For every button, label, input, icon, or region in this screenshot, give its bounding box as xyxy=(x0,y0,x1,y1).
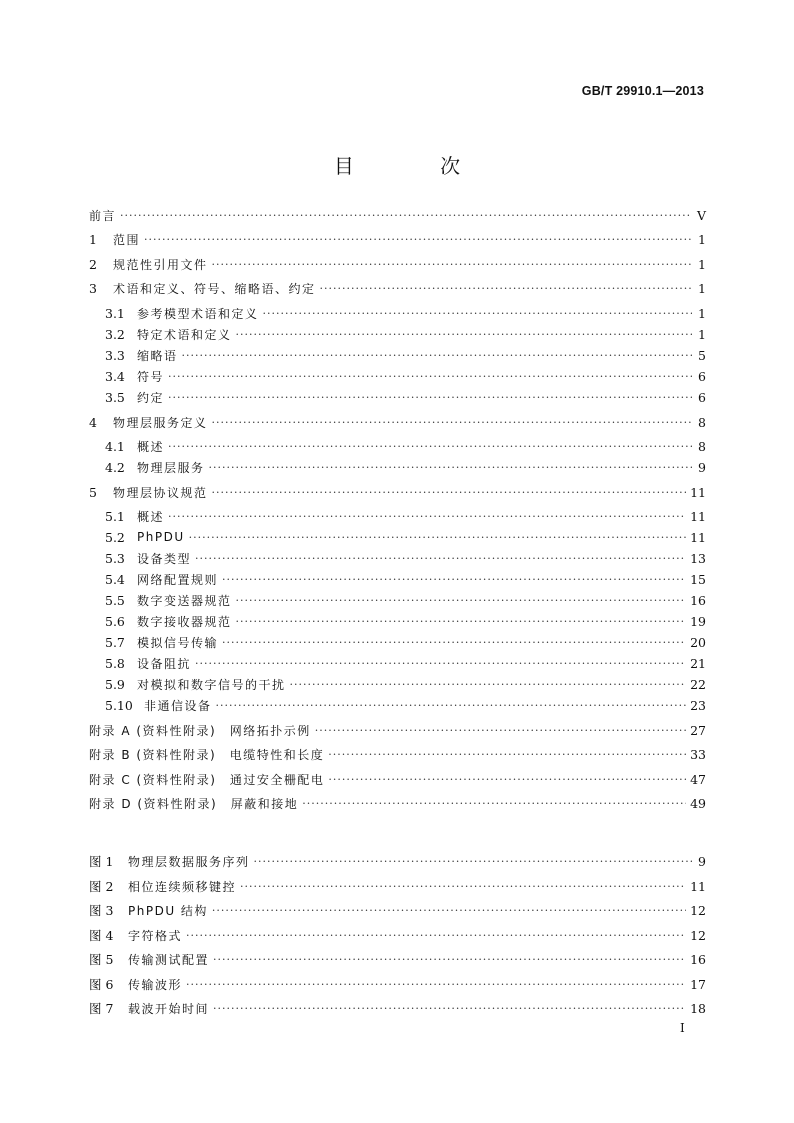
toc-entry[interactable] xyxy=(89,792,706,814)
entry-page-number: 16 xyxy=(690,951,706,967)
entry-title: 附录 A (资料性附录) 网络拓扑示例 xyxy=(89,723,311,738)
toc-entry[interactable] xyxy=(89,997,706,1019)
toc-entry[interactable] xyxy=(89,973,706,995)
entry-title: 传输测试配置 xyxy=(128,952,210,967)
entry-page-number: 8 xyxy=(698,414,706,430)
entry-number: 5.10 xyxy=(105,697,133,713)
entry-title: 附录 B (资料性附录) 电缆特性和长度 xyxy=(89,747,325,762)
dot-leader xyxy=(320,282,692,295)
entry-number: 5.7 xyxy=(105,634,125,650)
dot-leader xyxy=(263,307,692,320)
dot-leader xyxy=(182,349,692,362)
entry-page-number: 33 xyxy=(690,746,706,762)
entry-number: 2 xyxy=(89,256,97,272)
entry-number: 5.8 xyxy=(105,655,125,671)
entry-title: 物理层服务定义 xyxy=(113,415,208,430)
entry-title: 范围 xyxy=(113,232,141,247)
entry-number: 3.2 xyxy=(105,326,125,342)
entry-number: 图 2 xyxy=(89,879,114,894)
dot-leader xyxy=(236,594,687,607)
entry-title: 设备类型 xyxy=(137,551,192,566)
entry-number: 3.5 xyxy=(105,389,125,405)
entry-number: 图 4 xyxy=(89,928,114,943)
dot-leader xyxy=(168,440,692,453)
entry-title: 特定术语和定义 xyxy=(137,327,232,342)
toc-entry[interactable] xyxy=(105,610,706,632)
dot-leader xyxy=(302,797,686,810)
dot-leader xyxy=(328,773,686,786)
dot-leader xyxy=(120,209,692,222)
page-folio: I xyxy=(680,1021,685,1035)
entry-page-number: 1 xyxy=(698,231,706,247)
toc-entry[interactable] xyxy=(89,719,706,741)
toc-entry[interactable] xyxy=(89,411,706,433)
dot-leader xyxy=(240,880,686,893)
dot-leader xyxy=(213,953,686,966)
entry-page-number: 12 xyxy=(690,902,706,918)
entry-title: 对模拟和数字信号的干扰 xyxy=(137,677,286,692)
toc-entry[interactable] xyxy=(105,631,706,653)
entry-number: 5.4 xyxy=(105,571,125,587)
toc-entry[interactable] xyxy=(105,526,706,548)
dot-leader xyxy=(195,657,686,670)
entry-number: 5.3 xyxy=(105,550,125,566)
entry-number: 图 3 xyxy=(89,903,114,918)
entry-title: 物理层数据服务序列 xyxy=(128,854,250,869)
entry-number: 5.1 xyxy=(105,508,125,524)
entry-number: 4 xyxy=(89,414,97,430)
entry-page-number: 17 xyxy=(690,976,706,992)
entry-page-number: 9 xyxy=(698,459,706,475)
dot-leader xyxy=(186,929,686,942)
entry-title: 参考模型术语和定义 xyxy=(137,306,259,321)
entry-page-number: 22 xyxy=(690,676,706,692)
entry-title: 术语和定义、符号、缩略语、约定 xyxy=(113,281,316,296)
entry-title: 附录 D (资料性附录) 屏蔽和接地 xyxy=(89,796,299,811)
dot-leader xyxy=(186,978,686,991)
entry-page-number: 1 xyxy=(698,326,706,342)
toc-entry[interactable] xyxy=(105,344,706,366)
entry-title: 符号 xyxy=(137,369,165,384)
entry-number: 3.1 xyxy=(105,305,125,321)
toc-entry[interactable] xyxy=(89,948,706,970)
dot-leader xyxy=(168,510,686,523)
entry-number: 3.3 xyxy=(105,347,125,363)
entry-page-number: 15 xyxy=(690,571,706,587)
toc-entry[interactable] xyxy=(89,277,706,299)
entry-number: 3 xyxy=(89,280,97,296)
toc-title: 目 次 xyxy=(333,154,501,178)
entry-title: 物理层服务 xyxy=(137,460,205,475)
entry-page-number: 19 xyxy=(690,613,706,629)
toc-entry[interactable] xyxy=(105,456,706,478)
entry-page-number: 23 xyxy=(690,697,706,713)
toc-entry[interactable] xyxy=(105,505,706,527)
dot-leader xyxy=(236,328,692,341)
entry-title: 前言 xyxy=(89,208,117,223)
entry-number: 图 5 xyxy=(89,952,114,967)
entry-page-number: 1 xyxy=(698,256,706,272)
entry-page-number: 9 xyxy=(698,853,706,869)
entry-number: 图 1 xyxy=(89,854,114,869)
entry-title: 物理层协议规范 xyxy=(113,485,208,500)
toc-entry[interactable] xyxy=(89,924,706,946)
entry-page-number: 1 xyxy=(698,305,706,321)
dot-leader xyxy=(195,552,686,565)
dot-leader xyxy=(144,233,692,246)
entry-page-number: 47 xyxy=(690,771,706,787)
entry-title: 模拟信号传输 xyxy=(137,635,219,650)
dot-leader xyxy=(254,855,692,868)
dot-leader xyxy=(168,370,692,383)
entry-page-number: 1 xyxy=(698,280,706,296)
entry-page-number: 16 xyxy=(690,592,706,608)
entry-title: 数字接收器规范 xyxy=(137,614,232,629)
entry-page-number: V xyxy=(696,207,706,223)
dot-leader xyxy=(212,258,692,271)
entry-title: 缩略语 xyxy=(137,348,178,363)
toc-entry[interactable] xyxy=(105,365,706,387)
entry-number: 5.9 xyxy=(105,676,125,692)
entry-title: PhPDU xyxy=(137,530,185,544)
entry-number: 5.6 xyxy=(105,613,125,629)
toc-entry[interactable] xyxy=(89,481,706,503)
entry-number: 5 xyxy=(89,484,97,500)
dot-leader xyxy=(212,904,686,917)
toc-entry[interactable] xyxy=(89,253,706,275)
entry-number: 3.4 xyxy=(105,368,125,384)
entry-title: 字符格式 xyxy=(128,928,183,943)
dot-leader xyxy=(189,531,686,544)
entry-title: PhPDU 结构 xyxy=(128,903,208,918)
dot-leader xyxy=(290,678,687,691)
entry-number: 4.1 xyxy=(105,438,125,454)
toc-entry[interactable] xyxy=(105,302,706,324)
document-code: GB/T 29910.1—2013 xyxy=(581,84,704,98)
dot-leader xyxy=(213,1002,686,1015)
entry-page-number: 11 xyxy=(690,508,706,524)
toc-entry[interactable] xyxy=(89,899,706,921)
entry-title: 传输波形 xyxy=(128,977,183,992)
dot-leader xyxy=(328,748,686,761)
entry-page-number: 49 xyxy=(690,795,706,811)
dot-leader xyxy=(209,461,692,474)
entry-title: 概述 xyxy=(137,509,165,524)
entry-page-number: 6 xyxy=(698,389,706,405)
dot-leader xyxy=(222,636,686,649)
entry-page-number: 20 xyxy=(690,634,706,650)
entry-page-number: 27 xyxy=(690,722,706,738)
entry-number: 4.2 xyxy=(105,459,125,475)
toc-entry[interactable] xyxy=(105,323,706,345)
entry-title: 约定 xyxy=(137,390,165,405)
dot-leader xyxy=(236,615,687,628)
toc-entry[interactable] xyxy=(105,694,706,716)
entry-page-number: 11 xyxy=(690,529,706,545)
entry-title: 相位连续频移键控 xyxy=(128,879,237,894)
toc-entry[interactable] xyxy=(105,589,706,611)
entry-page-number: 11 xyxy=(690,484,706,500)
entry-title: 网络配置规则 xyxy=(137,572,219,587)
dot-leader xyxy=(222,573,686,586)
entry-page-number: 18 xyxy=(690,1000,706,1016)
dot-leader xyxy=(216,699,687,712)
toc-entry[interactable] xyxy=(89,850,706,872)
toc-entry[interactable] xyxy=(105,435,706,457)
dot-leader xyxy=(168,391,692,404)
toc-entry[interactable] xyxy=(105,386,706,408)
entry-page-number: 8 xyxy=(698,438,706,454)
entry-number: 图 7 xyxy=(89,1001,114,1016)
entry-number: 5.2 xyxy=(105,529,125,545)
toc-entry[interactable] xyxy=(105,652,706,674)
entry-title: 规范性引用文件 xyxy=(113,257,208,272)
entry-title: 非通信设备 xyxy=(144,698,212,713)
toc-entry[interactable] xyxy=(89,768,706,790)
dot-leader xyxy=(212,486,687,499)
entry-title: 载波开始时间 xyxy=(128,1001,210,1016)
entry-title: 设备阻抗 xyxy=(137,656,192,671)
toc-entry[interactable] xyxy=(105,673,706,695)
entry-page-number: 13 xyxy=(690,550,706,566)
entry-number: 5.5 xyxy=(105,592,125,608)
toc-entry[interactable] xyxy=(89,875,706,897)
entry-page-number: 6 xyxy=(698,368,706,384)
entry-number: 1 xyxy=(89,231,97,247)
dot-leader xyxy=(315,724,686,737)
dot-leader xyxy=(212,416,692,429)
entry-page-number: 21 xyxy=(690,655,706,671)
toc-entry[interactable] xyxy=(89,228,706,250)
entry-title: 概述 xyxy=(137,439,165,454)
entry-page-number: 11 xyxy=(690,878,706,894)
entry-title: 数字变送器规范 xyxy=(137,593,232,608)
entry-page-number: 12 xyxy=(690,927,706,943)
toc-entry[interactable] xyxy=(105,568,706,590)
entry-page-number: 5 xyxy=(698,347,706,363)
toc-entry[interactable] xyxy=(89,204,706,226)
toc-entry[interactable] xyxy=(105,547,706,569)
entry-title: 附录 C (资料性附录) 通过安全栅配电 xyxy=(89,772,325,787)
toc-entry[interactable] xyxy=(89,743,706,765)
entry-number: 图 6 xyxy=(89,977,114,992)
